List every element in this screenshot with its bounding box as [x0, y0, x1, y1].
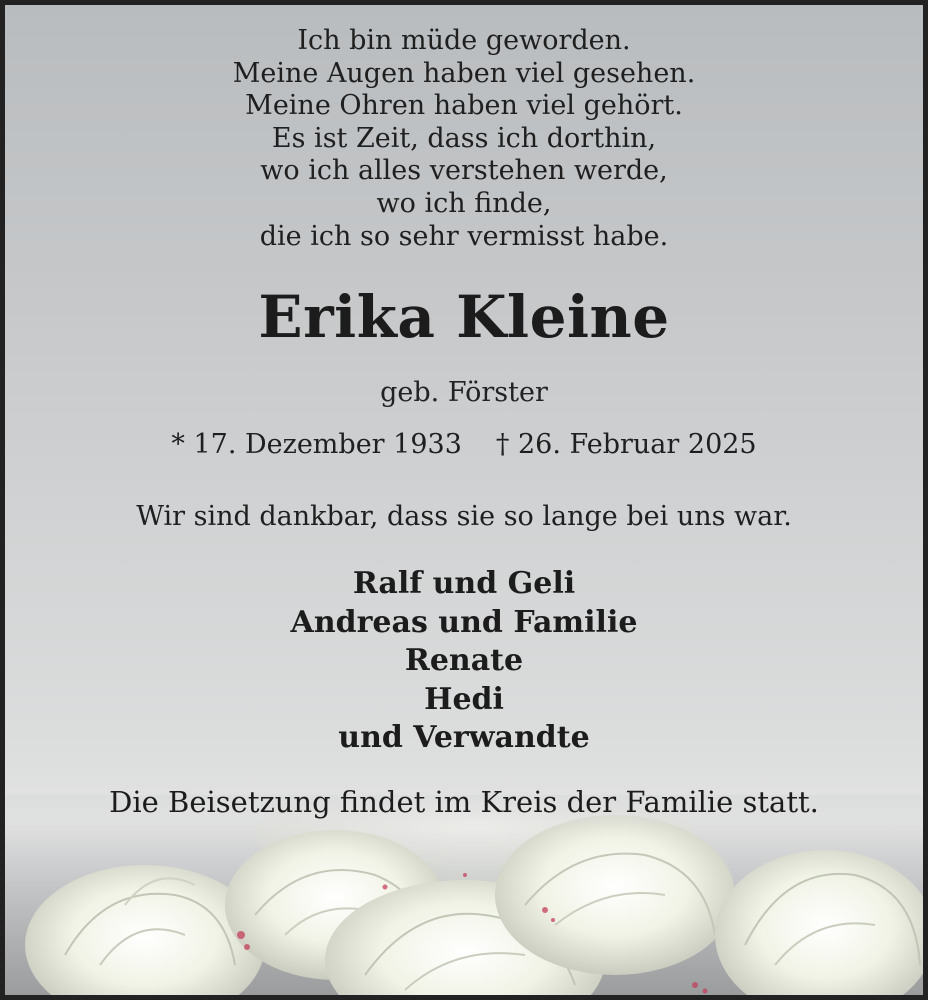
thanks-line: Wir sind dankbar, dass sie so lange bei uns war.: [136, 501, 792, 532]
poem-line: Meine Augen haben viel gesehen.: [232, 57, 696, 89]
poem-line: wo ich finde,: [376, 187, 552, 219]
life-dates: [5, 429, 923, 460]
burial-note: Die Beisetzung findet im Kreis der Familie statt.: [109, 785, 819, 819]
poem-line: Meine Ohren haben viel gehört.: [245, 90, 683, 122]
maiden-name: geb. Förster: [380, 377, 548, 408]
mourners-list: [5, 565, 923, 758]
mourner-name: Renate: [404, 643, 524, 678]
poem-line: Es ist Zeit, dass ich dorthin,: [271, 122, 657, 154]
rose-center-right: [495, 815, 735, 975]
death-date: † 26. Februar 2025: [495, 429, 757, 460]
poem-line: die ich so sehr vermisst habe.: [259, 220, 669, 252]
white-roses-image: [5, 795, 923, 1000]
deceased-name: Erika Kleine: [258, 283, 670, 351]
birth-date: * 17. Dezember 1933: [171, 429, 462, 460]
rose-right: [715, 850, 923, 1000]
mourner-name: Andreas und Familie: [290, 604, 638, 640]
mourner-name: Ralf und Geli: [352, 566, 576, 601]
poem: [5, 25, 923, 253]
mourner-name: Hedi: [424, 681, 504, 717]
poem-line: Ich bin müde geworden.: [297, 25, 631, 56]
mourner-name: und Verwandte: [338, 720, 590, 755]
poem-line: wo ich alles verstehen werde,: [260, 155, 668, 187]
